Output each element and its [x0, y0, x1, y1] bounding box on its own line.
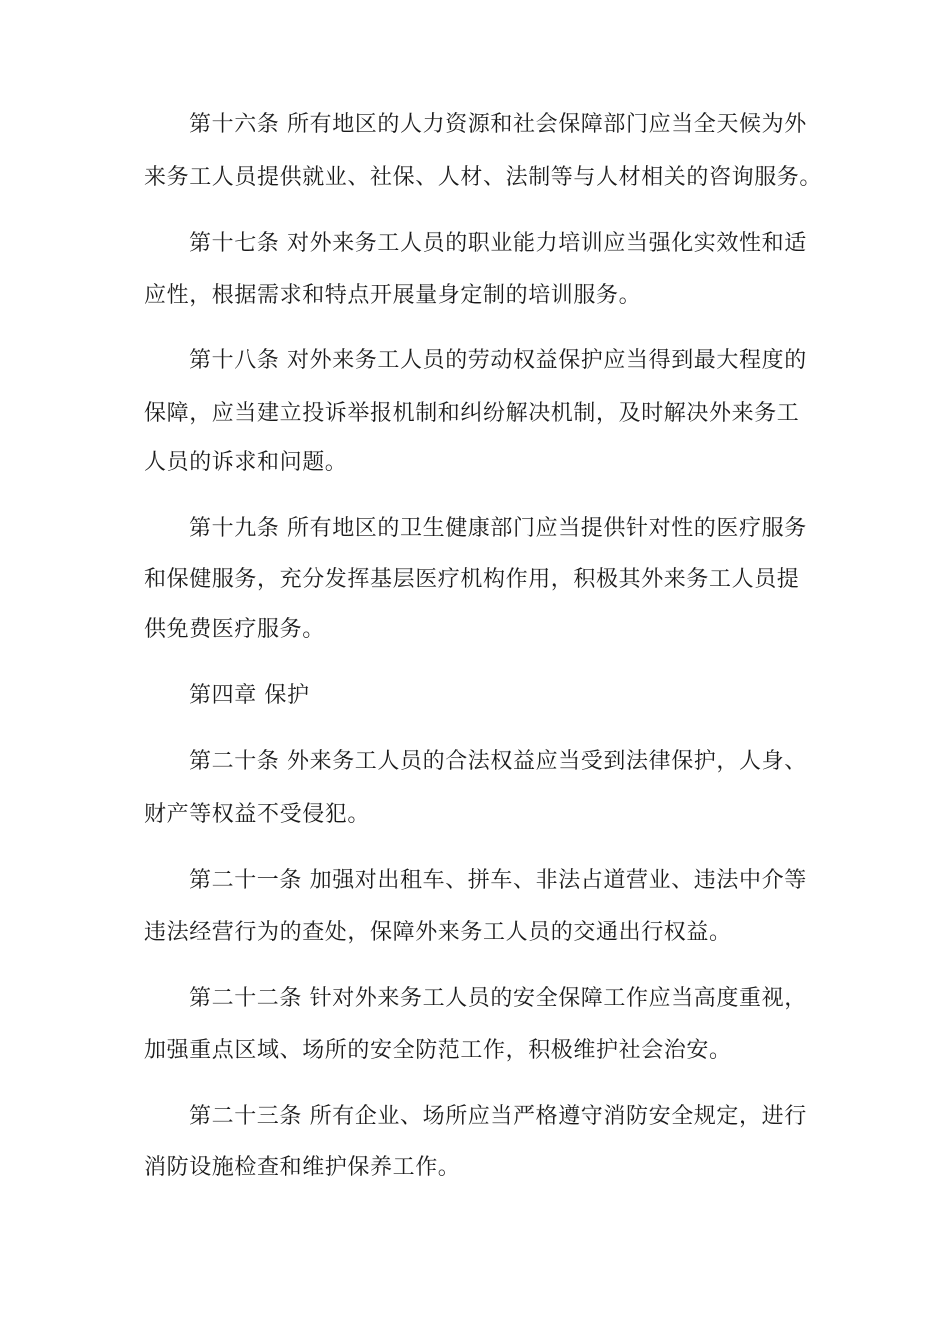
article-23-line-1: 第二十三条 所有企业、场所应当严格遵守消防安全规定，进行 — [189, 1104, 807, 1129]
article-18-line-1: 第十八条 对外来务工人员的劳动权益保护应当得到最大程度的 — [189, 348, 807, 373]
article-21-line-2: 违法经营行为的查处，保障外来务工人员的交通出行权益。 — [144, 920, 732, 945]
article-18-line-2: 保障，应当建立投诉举报机制和纠纷解决机制，及时解决外来务工 — [144, 401, 800, 426]
article-16-line-2: 来务工人员提供就业、社保、人材、法制等与人材相关的咨询服务。 — [144, 165, 823, 190]
article-19-line-1: 第十九条 所有地区的卫生健康部门应当提供针对性的医疗服务 — [189, 516, 807, 541]
article-21-line-1: 第二十一条 加强对出租车、拼车、非法占道营业、违法中介等 — [189, 868, 807, 893]
article-19-line-3: 供免费医疗服务。 — [144, 617, 325, 642]
article-16-line-1: 第十六条 所有地区的人力资源和社会保障部门应当全天候为外 — [189, 112, 807, 137]
article-23-line-2: 消防设施检查和维护保养工作。 — [144, 1155, 461, 1180]
chapter-4-title: 第四章 保护 — [189, 683, 310, 708]
article-19-line-2: 和保健服务，充分发挥基层医疗机构作用，积极其外来务工人员提 — [144, 567, 800, 592]
article-22-line-2: 加强重点区域、场所的安全防范工作，积极维护社会治安。 — [144, 1038, 732, 1063]
article-20-line-2: 财产等权益不受侵犯。 — [144, 802, 371, 827]
article-17-line-1: 第十七条 对外来务工人员的职业能力培训应当强化实效性和适 — [189, 231, 807, 256]
article-18-line-3: 人员的诉求和问题。 — [144, 450, 348, 475]
article-17-line-2: 应性，根据需求和特点开展量身定制的培训服务。 — [144, 283, 642, 308]
article-22-line-1: 第二十二条 针对外来务工人员的安全保障工作应当高度重视， — [189, 986, 807, 1011]
article-20-line-1: 第二十条 外来务工人员的合法权益应当受到法律保护，人身、 — [189, 749, 807, 774]
